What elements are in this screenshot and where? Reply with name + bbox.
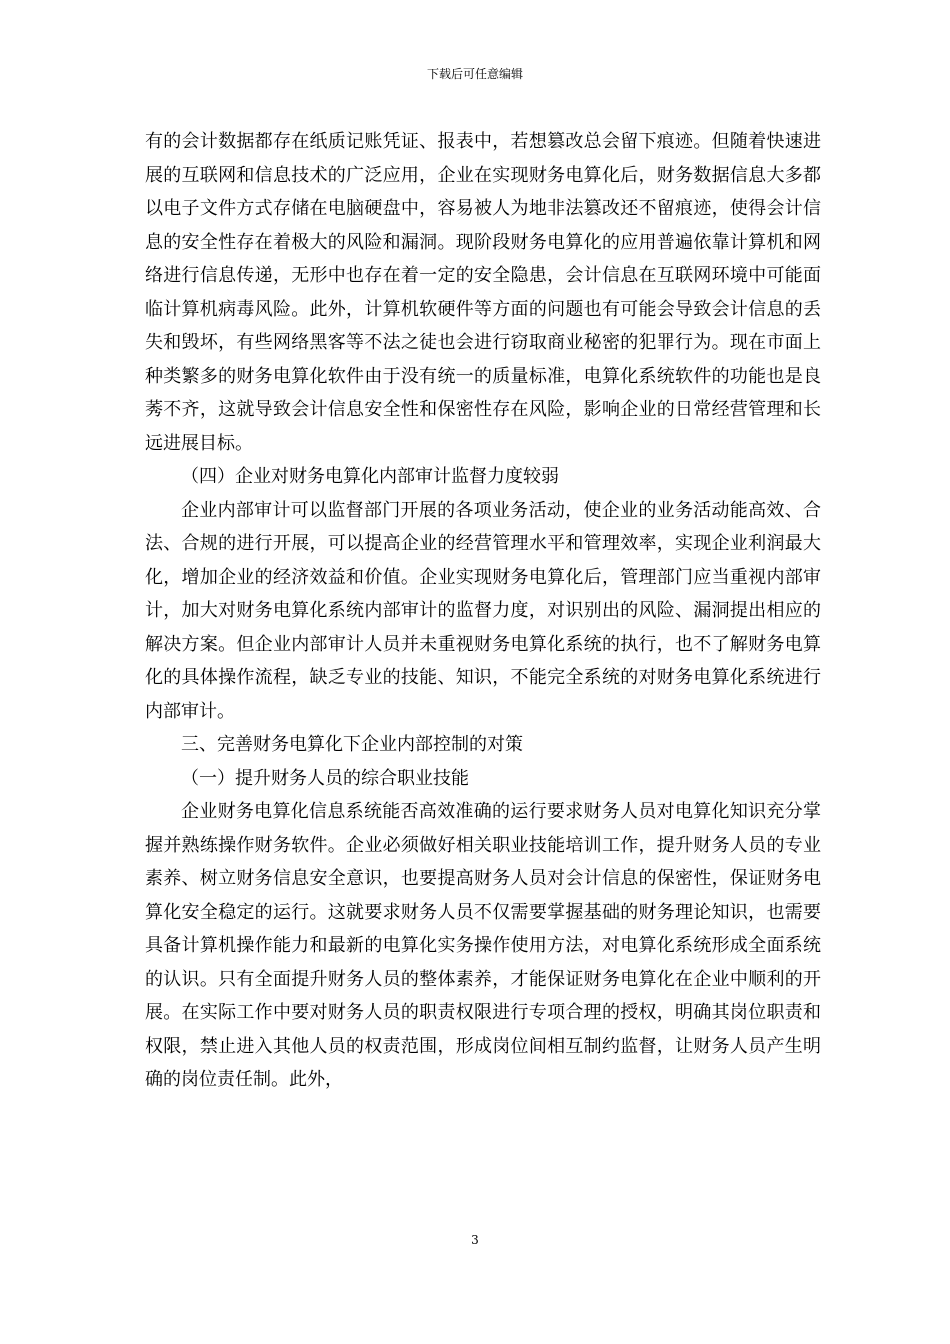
paragraph-staff-skills: 企业财务电算化信息系统能否高效准确的运行要求财务人员对电算化知识充分掌握并熟练操作财务软件。企业必须做好相关职业技能培训工作，提升财务人员的专业素养、树立财务信息安全意识，也要提高财务人员对会计信息的保密性，保证财务电算化安全稳定的运行。这就要求财务人员不仅需要掌握基础的财务理论知识，也需要具备计算机操作能力和最新的电算化实务操作使用方法，对电算化系统形成全面系统的认识。只有全面提升财务人员的整体素养，才能保证财务电算化在企业中顺利的开展。在实际工作中要对财务人员的职责权限进行专项合理的授权，明确其岗位职责和权限，禁止进入其他人员的权责范围，形成岗位间相互制约监督，让财务人员产生明确的岗位责任制。此外， (145, 801, 821, 1090)
document-body (145, 125, 821, 1097)
section-heading-4: （四）企业对财务电算化内部审计监督力度较弱 (181, 466, 559, 487)
paragraph-internal-audit: 企业内部审计可以监督部门开展的各项业务活动，使企业的业务活动能高效、合法、合规的进行开展，可以提高企业的经营管理水平和管理效率，实现企业利润最大化，增加企业的经济效益和价值。企业实现财务电算化后，管理部门应当重视内部审计，加大对财务电算化系统内部审计的监督力度，对识别出的风险、漏洞提出相应的解决方案。但企业内部审计人员并未重视财务电算化系统的执行，也不了解财务电算化的具体操作流程，缺乏专业的技能、知识，不能完全系统的对财务电算化系统进行内部审计。 (145, 499, 821, 722)
paragraph-continuation: 有的会计数据都存在纸质记账凭证、报表中，若想篡改总会留下痕迹。但随着快速进展的互联网和信息技术的广泛应用，企业在实现财务电算化后，财务数据信息大多都以电子文件方式存储在电脑硬盘中，容易被人为地非法篡改还不留痕迹，使得会计信息的安全性存在着极大的风险和漏洞。现阶段财务电算化的应用普遍依靠计算机和网络进行信息传递，无形中也存在着一定的安全隐患，会计信息在互联网环境中可能面临计算机病毒风险。此外，计算机软硬件等方面的问题也有可能会导致会计信息的丢失和毁坏，有些网络黑客等不法之徒也会进行窃取商业秘密的犯罪行为。现在市面上种类繁多的财务电算化软件由于没有统一的质量标准，电算化系统软件的功能也是良莠不齐，这就导致会计信息安全性和保密性存在风险，影响企业的日常经营管理和长远进展目标。 (145, 131, 821, 454)
section-heading-1: （一）提升财务人员的综合职业技能 (181, 767, 469, 789)
page-number: 3 (471, 1233, 479, 1247)
chapter-heading-3: 三、完善财务电算化下企业内部控制的对策 (181, 734, 523, 755)
page-header: 下载后可任意编辑 (426, 67, 523, 81)
